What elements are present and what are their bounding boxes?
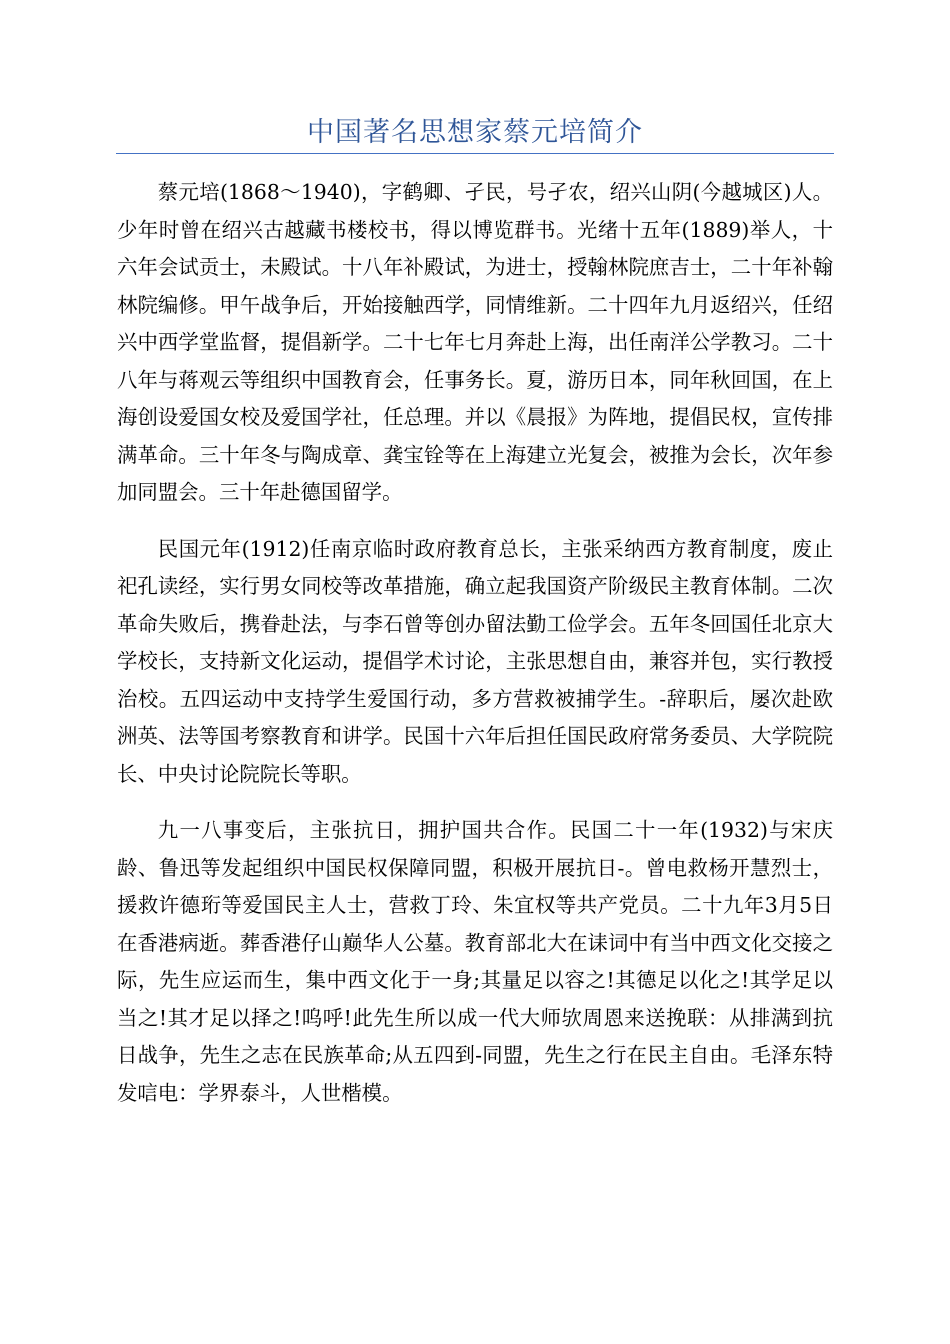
document-body bbox=[117, 174, 833, 1131]
paragraph-biography-early: 蔡元培(1868～1940)，字鹤卿、孑民，号孑农，绍兴山阴(今越城区)人。少年时曾在绍兴古越藏书楼校书，得以博览群书。光绪十五年(1889)举人，十六年会试贡士，未殿试。十八年补殿试，为进士，授翰林院庶吉士，二十年补翰林院编修。甲午战争后，开始接触西学，同情维新。二十四年九月返绍兴，任绍兴中西学堂监督，提倡新学。二十七年七月奔赴上海，出任南洋公学教习。二十八年与蒋观云等组织中国教育会，任事务长。夏，游历日本，同年秋回国，在上海创设爱国女校及爱国学社，任总理。并以《晨报》为阵地，提倡民权，宣传排满革命。三十年冬与陶成章、龚宝铨等在上海建立光复会，被推为会长，次年参加同盟会。三十年赴德国留学。 bbox=[117, 180, 833, 504]
paragraph-biography-late: 九一八事变后，主张抗日，拥护国共合作。民国二十一年(1932)与宋庆龄、鲁迅等发起组织中国民权保障同盟，积极开展抗日-。曾电救杨开慧烈士，援救许德珩等爱国民主人士，营救丁玲、朱宜权等共产党员。二十九年3月5日在香港病逝。葬香港仔山巅华人公墓。教育部北大在诔词中有当中西文化交接之际，先生应运而生，集中西文化于一身;其量足以容之!其德足以化之!其学足以当之!其才足以择之!呜呼!此先生所以成一代大师欤周恩来送挽联：从排满到抗日战争，先生之志在民族革命;从五四到-同盟，先生之行在民主自由。毛泽东特发唁电：学界泰斗，人世楷模。 bbox=[117, 818, 833, 1105]
page-title: 中国著名思想家蔡元培简介 bbox=[307, 117, 643, 148]
title-underline bbox=[116, 153, 834, 154]
paragraph-biography-republic: 民国元年(1912)任南京临时政府教育总长，主张采纳西方教育制度，废止祀孔读经，实行男女同校等改革措施，确立起我国资产阶级民主教育体制。二次革命失败后，携眷赴法，与李石曾等创办留法勤工俭学会。五年冬回国任北京大学校长，支持新文化运动，提倡学术讨论，主张思想自由，兼容并包，实行教授治校。五四运动中支持学生爱国行动，多方营救被捕学生。-辞职后，屡次赴欧洲英、法等国考察教育和讲学。民国十六年后担任国民政府常务委员、大学院院长、中央讨论院院长等职。 bbox=[117, 536, 833, 786]
